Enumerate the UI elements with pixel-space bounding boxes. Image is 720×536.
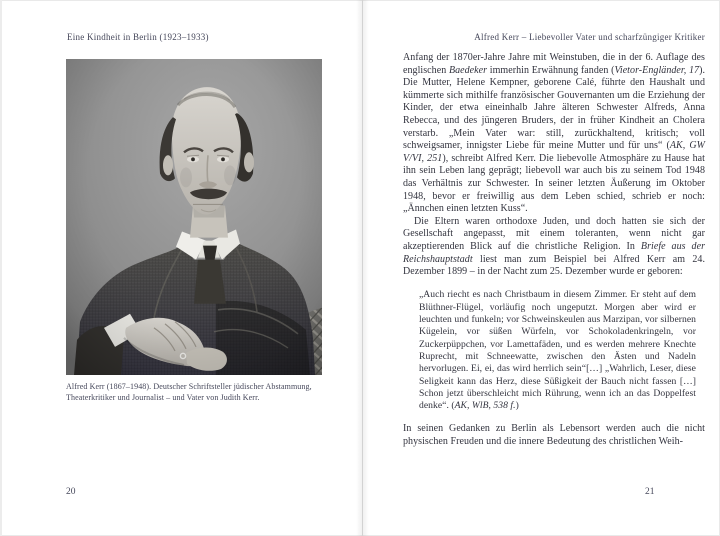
- right-page: [363, 0, 720, 536]
- paragraph-closing: In seinen Gedanken zu Berlin als Lebensort werden auch die nicht physischen Freuden und die innere Bedeutung des christlichen Weih-: [403, 423, 705, 447]
- right-page-number: 21: [645, 487, 655, 497]
- alfred-kerr-portrait-photo: [66, 59, 322, 375]
- left-page: [0, 0, 356, 536]
- left-running-header: Eine Kindheit in Berlin (1923–1933): [67, 32, 209, 42]
- christmas-quote: „Auch riecht es nach Christbaum in diesem Zimmer. Er steht auf dem Blüthner-Flügel, vorläufig noch ungeputzt. Morgen aber wird er leuchten und funkeln; vor Schweinskeulen aus Marzipan, vor silbernen Kügelein, vor süßen Würfeln, vor Schokoladenkringeln, vor Zuckerpüppchen, vor Lamettafäden, und es werden mehrere Knechte Ruprecht, mit Schneewatte, zwischen den Ästen und Nadeln hervorlugen. Ei, ei, das wird herrlich sein“[…] „Wahrlich, Leser, diese Seligkeit kann das Herz, diese Süßigkeit der Bauch nicht fassen […] Schon jetzt überschleicht mich Rührung, wenn ich an das Doppelfest denke“. (AK, WlB, 538 f.): [419, 289, 696, 412]
- body-text-column: [403, 52, 705, 448]
- portrait-illustration: [66, 59, 322, 375]
- photo-caption: Alfred Kerr (1867–1948). Deutscher Schriftsteller jüdischer Abstammung, Theaterkritiker und Journalist – und Vater von Judith Kerr.: [66, 382, 312, 402]
- left-page-number: 20: [66, 487, 76, 497]
- right-running-header: Alfred Kerr – Liebevoller Vater und scharfzüngiger Kritiker: [474, 32, 705, 42]
- paragraph-family: Anfang der 1870er-Jahre Jahre mit Weinstuben, die in der 6. Auflage des englischen Baedeker immerhin Erwähnung fanden (Vietor-Engländer, 17). Die Mutter, Helene Kempner, geborene Calé, führte den Haushalt und kümmerte sich mithilfe französischer Gouvernanten um die Erziehung der Kinder, der etwa eineinhalb Jahre älteren Schwester Alfreds, Anna Rebecca, und des jüngeren Bruders, der in früher Kindheit an Cholera verstarb. „Mein Vater war: still, zurückhaltend, kritisch; voll schweigsamer, innigster Liebe für meine Mutter und für uns“ (AK, GW V/VI, 251), schreibt Alfred Kerr. Die liebevolle Atmosphäre zu Hause hat ihn sein Leben lang geprägt; liebevoll war auch bis zu seinem Tod 1948 das Verhältnis zur Schwester. In seiner letzten Äußerung im Oktober 1948, bevor er freiwillig aus dem Leben schied, schrieb er noch: „Ännchen einen letzten Kuss“.: [403, 52, 705, 215]
- paragraph-religion: Die Eltern waren orthodoxe Juden, und doch hatten sie sich der Gesellschaft angepasst, mit einem toleranten, wenn nicht gar akzeptierenden Blick auf die christliche Religion. In Briefe aus der Reichshauptstadt liest man zum Beispiel bei Alfred Kerr am 24. Dezember 1899 – in der Nacht zum 25. Dezember wurde er geboren:: [403, 215, 706, 278]
